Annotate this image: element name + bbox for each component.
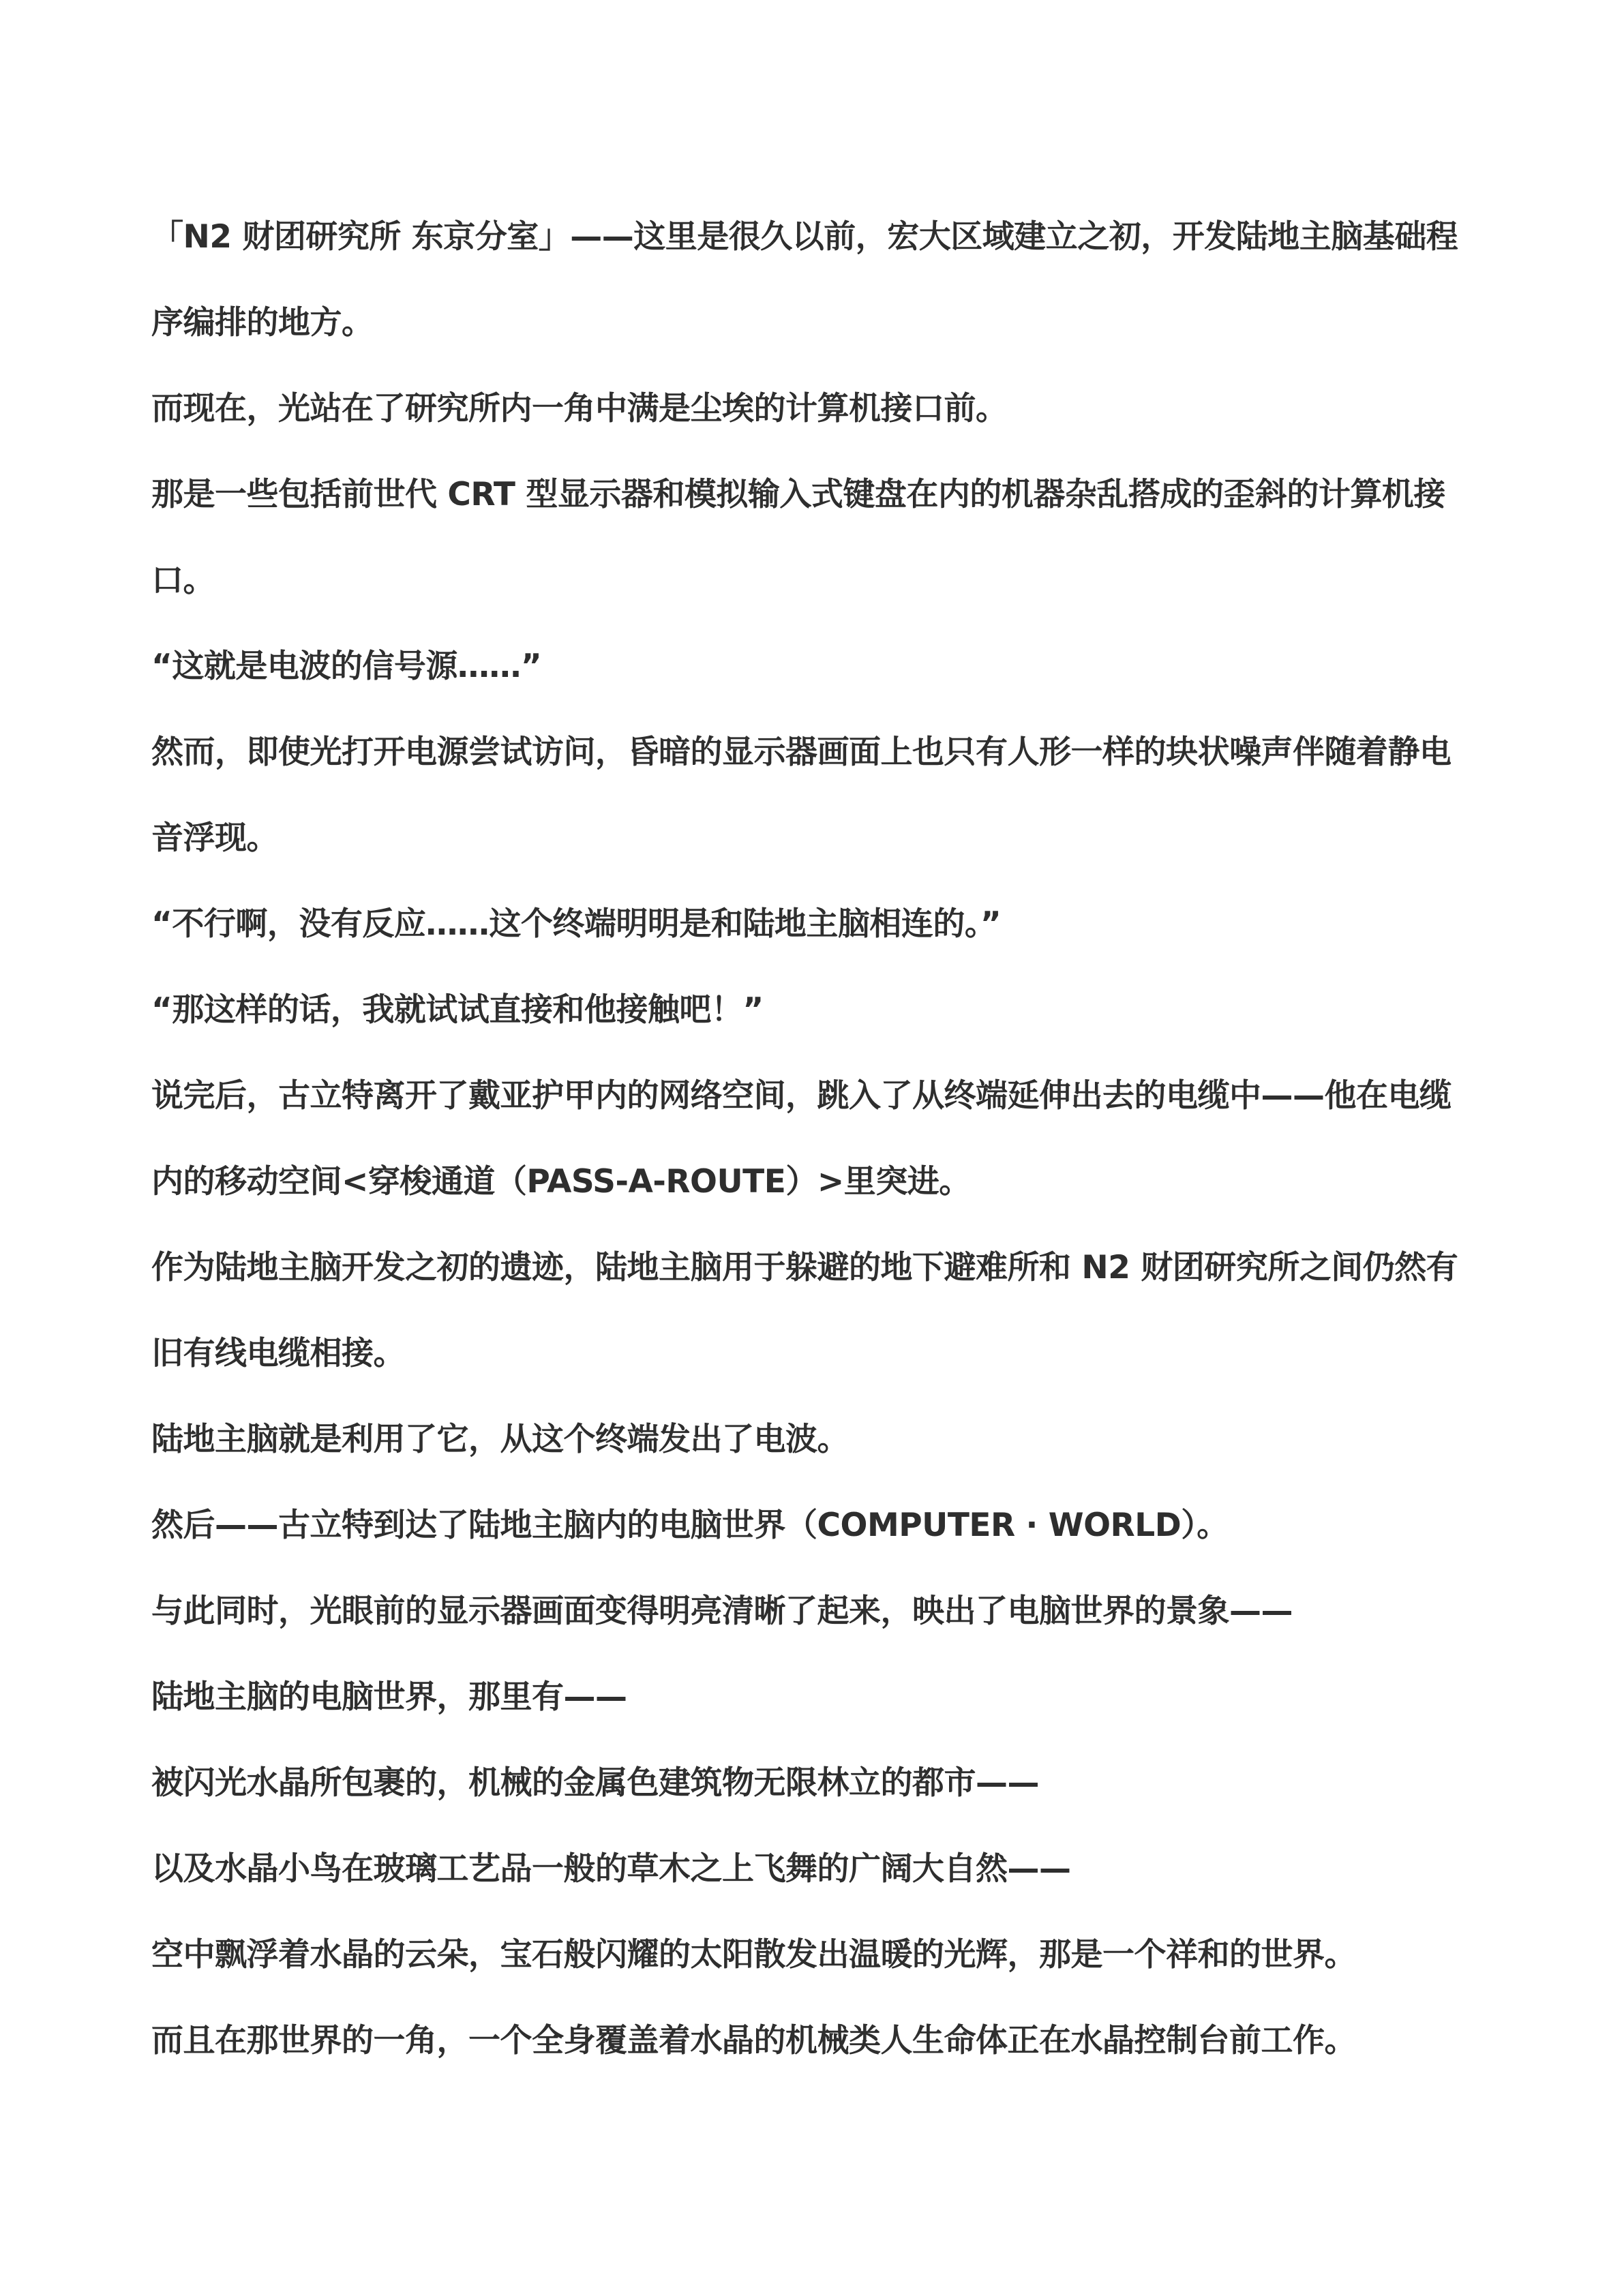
text-line: 陆地主脑就是利用了它，从这个终端发出了电波。	[151, 1421, 849, 1458]
text-line: 而且在那世界的一角，一个全身覆盖着水晶的机械类人生命体正在水晶控制台前工作。	[151, 2022, 1356, 2059]
text-line: 旧有线电缆相接。	[151, 1335, 405, 1372]
text-line: 口。	[151, 562, 215, 599]
text-line: 然后——古立特到达了陆地主脑内的电脑世界（COMPUTER · WORLD）。	[151, 1507, 1229, 1544]
document-body	[151, 214, 1488, 2104]
text-line: “这就是电波的信号源……”	[151, 648, 542, 685]
text-line: 序编排的地方。	[151, 304, 374, 342]
text-line: 被闪光水晶所包裹的，机械的金属色建筑物无限林立的都市——	[151, 1764, 1039, 1802]
text-line: 陆地主脑的电脑世界，那里有——	[151, 1678, 627, 1716]
text-line: 然而，即使光打开电源尝试访问，昏暗的显示器画面上也只有人形一样的块状噪声伴随着静电	[151, 734, 1452, 771]
text-line: 说完后，古立特离开了戴亚护甲内的网络空间，跳入了从终端延伸出去的电缆中——他在电缆	[151, 1077, 1452, 1115]
text-line: 空中飘浮着水晶的云朵，宝石般闪耀的太阳散发出温暖的光辉，那是一个祥和的世界。	[151, 1936, 1356, 1974]
text-line: “不行啊，没有反应……这个终端明明是和陆地主脑相连的。”	[151, 905, 1002, 943]
text-line: 以及水晶小鸟在玻璃工艺品一般的草木之上飞舞的广阔大自然——	[151, 1850, 1071, 1888]
text-line: 而现在，光站在了研究所内一角中满是尘埃的计算机接口前。	[151, 390, 1008, 427]
text-line: 作为陆地主脑开发之初的遗迹，陆地主脑用于躲避的地下避难所和 N2 财团研究所之间仍然有	[151, 1249, 1458, 1286]
text-line: 与此同时，光眼前的显示器画面变得明亮清晰了起来，映出了电脑世界的景象——	[151, 1592, 1293, 1630]
text-line: 那是一些包括前世代 CRT 型显示器和模拟输入式键盘在内的机器杂乱搭成的歪斜的计算机接	[151, 476, 1445, 513]
text-line: “那这样的话，我就试试直接和他接触吧！”	[151, 991, 764, 1029]
text-line: 音浮现。	[151, 819, 278, 857]
text-line: 「N2 财团研究所 东京分室」——这里是很久以前，宏大区域建立之初，开发陆地主脑基础程	[151, 218, 1458, 256]
text-line: 内的移动空间<穿梭通道（PASS-A-ROUTE）>里突进。	[151, 1163, 971, 1200]
